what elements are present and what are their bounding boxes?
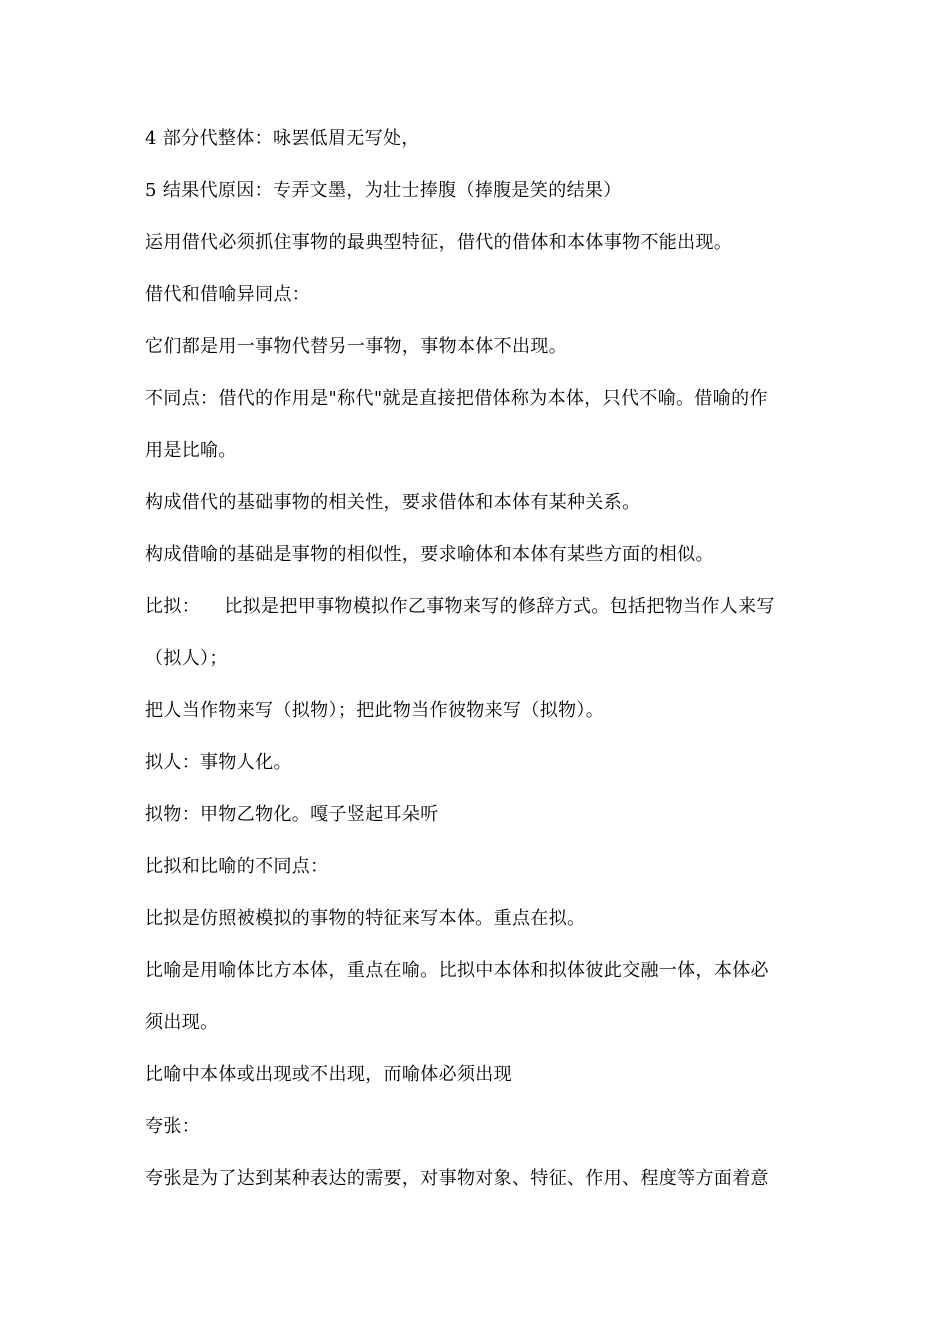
- text-line: 夸张是为了达到某种表达的需要，对事物对象、特征、作用、程度等方面着意: [145, 1168, 769, 1189]
- text-line: 借代和借喻异同点：: [145, 284, 311, 305]
- text-line: 把人当作物来写（拟物）；把此物当作彼物来写（拟物）。: [145, 700, 605, 721]
- text-line: 5 结果代原因：专弄文墨，为壮士捧腹（捧腹是笑的结果）: [145, 180, 622, 201]
- text-line: 运用借代必须抓住事物的最典型特征，借代的借体和本体事物不能出现。: [145, 232, 733, 253]
- text-line: （拟人）；: [145, 648, 228, 669]
- text-line: 比拟： 比拟是把甲事物模拟作乙事物来写的修辞方式。包括把物当作人来写: [145, 596, 775, 617]
- text-line: 4 部分代整体：咏罢低眉无写处，: [145, 128, 420, 149]
- text-line: 用是比喻。: [145, 440, 237, 461]
- text-line: 它们都是用一事物代替另一事物，事物本体不出现。: [145, 336, 568, 357]
- text-line: 比喻是用喻体比方本体，重点在喻。比拟中本体和拟体彼此交融一体，本体必: [145, 960, 769, 981]
- text-line: 比拟是仿照被模拟的事物的特征来写本体。重点在拟。: [145, 908, 586, 929]
- text-line: 夸张：: [145, 1116, 201, 1137]
- text-line: 不同点：借代的作用是"称代"就是直接把借体称为本体，只代不喻。借喻的作: [145, 388, 768, 409]
- text-line: 比喻中本体或出现或不出现，而喻体必须出现: [145, 1064, 512, 1085]
- text-line: 拟人：事物人化。: [145, 752, 292, 773]
- text-line: 拟物：甲物乙物化。嘎子竖起耳朵听: [145, 804, 439, 825]
- text-line: 构成借代的基础事物的相关性，要求借体和本体有某种关系。: [145, 492, 641, 513]
- text-line: 比拟和比喻的不同点：: [145, 856, 329, 877]
- text-line: 须出现。: [145, 1012, 219, 1033]
- document-body: [145, 126, 805, 1218]
- text-line: 构成借喻的基础是事物的相似性，要求喻体和本体有某些方面的相似。: [145, 544, 714, 565]
